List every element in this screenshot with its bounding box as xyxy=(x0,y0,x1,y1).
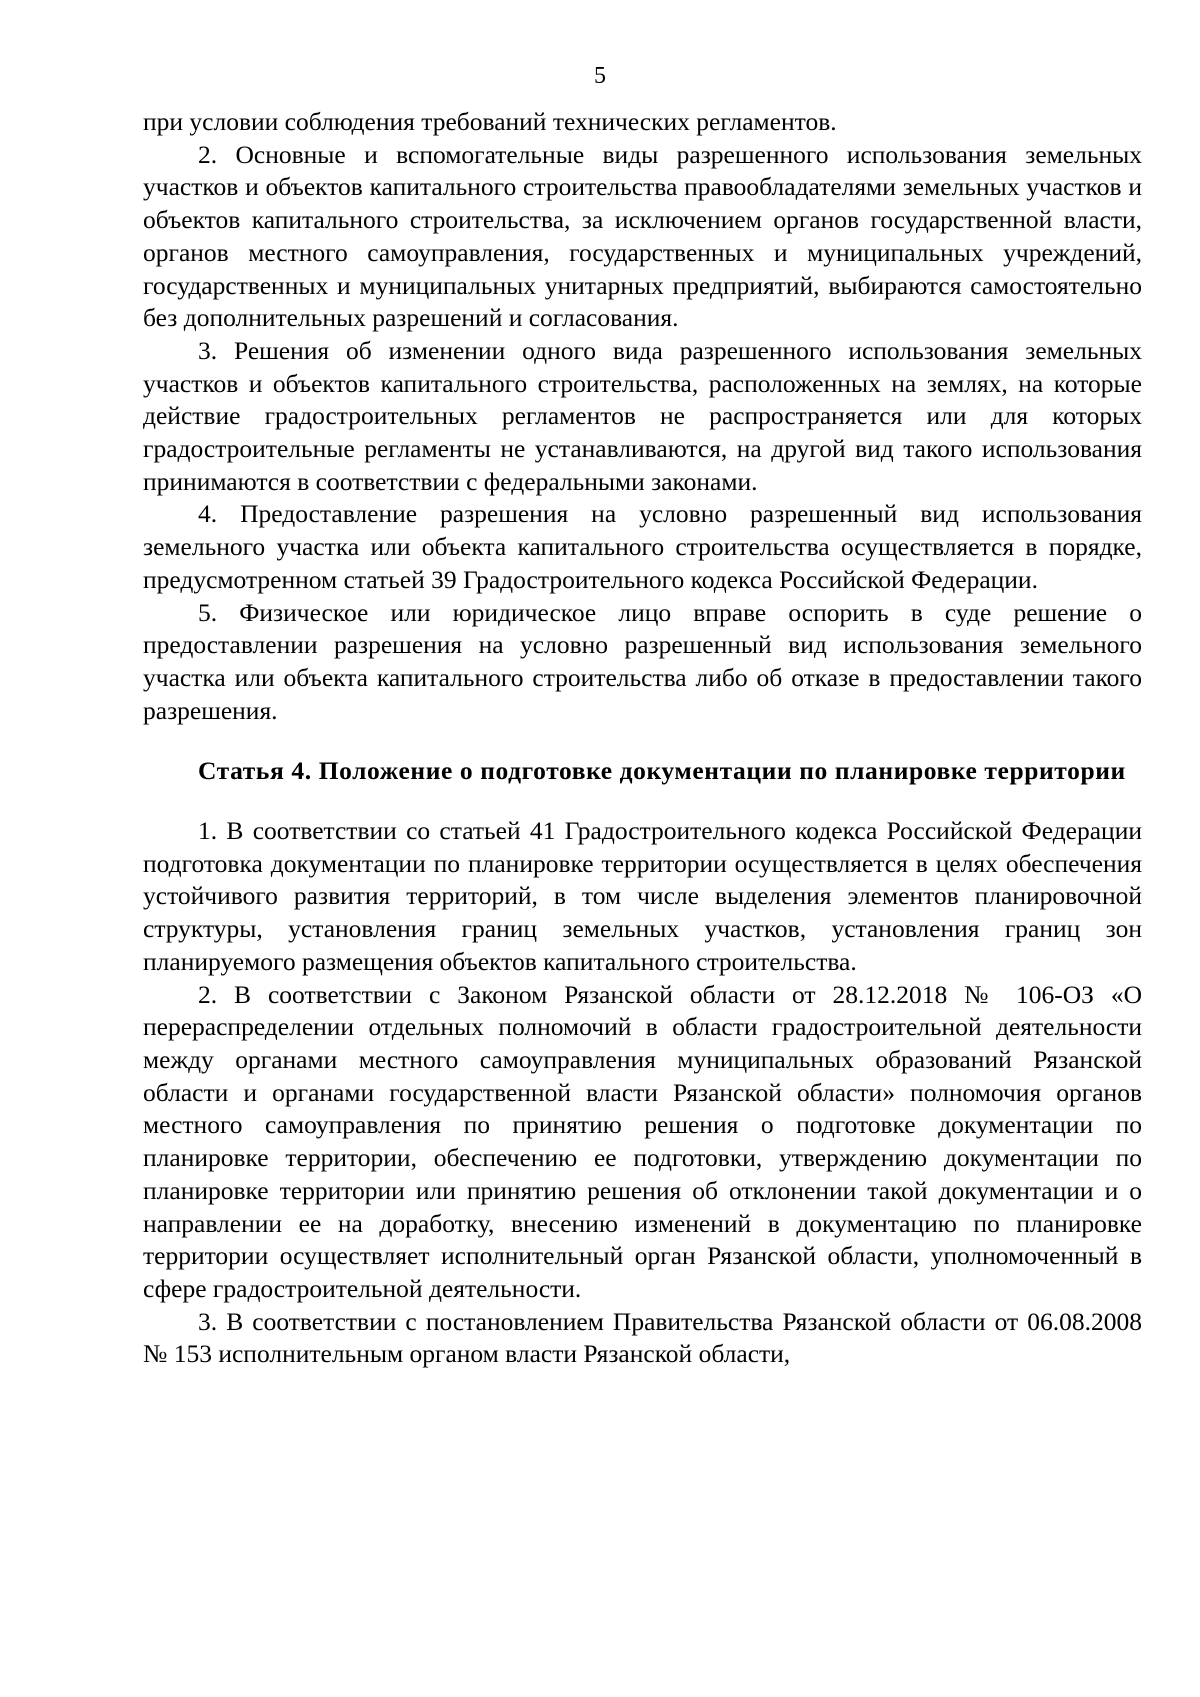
article-heading: Статья 4. Положение о подготовке документации по планировке территории xyxy=(198,756,1126,786)
paragraph-item-4: 4. Предоставление разрешения на условно разрешенный вид использования земельного участка или объекта капитального строительства осуществляется в порядке, предусмотренном статьей 39 Градостроительного кодекса Российской Федерации. xyxy=(143,499,1142,594)
paragraph-item-5: 5. Физическое или юридическое лицо вправе оспорить в суде решение о предоставлении разрешения на условно разрешенный вид использования земельного участка или объекта капитального строительства либо об отказе в предоставлении такого разрешения. xyxy=(143,597,1142,725)
paragraph-continuation: при условии соблюдения требований технических регламентов. xyxy=(143,107,837,136)
article4-paragraph-3: 3. В соответствии с постановлением Правительства Рязанской области от 06.08.2008 № 153 исполнительным органом власти Рязанской области, xyxy=(143,1306,1142,1369)
paragraph-item-3: 3. Решения об изменении одного вида разрешенного использования земельных участков и объектов капитального строительства, расположенных на землях, на которые действие градостроительных регламентов не распространяется или для которых градостроительные регламенты не устанавливаются, на другой вид такого использования принимаются в соответствии с федеральными законами. xyxy=(143,335,1142,496)
page-number: 5 xyxy=(594,63,606,89)
article4-paragraph-1: 1. В соответствии со статьей 41 Градостроительного кодекса Российской Федерации подготовка документации по планировке территории осуществляется в целях обеспечения устойчивого развития территорий, в том числе выделения элементов планировочной структуры, установления границ земельных участков, установления границ зон планируемого размещения объектов капитального строительства. xyxy=(143,816,1142,976)
article4-paragraph-2: 2. В соответствии с Законом Рязанской области от 28.12.2018 № 106-ОЗ «О перераспределении отдельных полномочий в области градостроительной деятельности между органами местного самоуправления муниципальных образований Рязанской области и органами государственной власти Рязанской области» полномочия органов местного самоуправления по принятию решения о подготовке документации по планировке территории, обеспечению ее подготовки, утверждению документации по планировке территории или принятию решения об отклонении такой документации и о направлении ее на доработку, внесению изменений в документацию по планировке территории осуществляет исполнительный орган Рязанской области, уполномоченный в сфере градостроительной деятельности. xyxy=(143,979,1142,1303)
paragraph-item-2: 2. Основные и вспомогательные виды разрешенного использования земельных участков и объектов капитального строительства правообладателями земельных участков и объектов капитального строительства, за исключением органов государственной власти, органов местного самоуправления, государственных и муниципальных учреждений, государственных и муниципальных унитарных предприятий, выбираются самостоятельно без дополнительных разрешений и согласования. xyxy=(143,139,1142,333)
document-body xyxy=(143,106,1142,1371)
